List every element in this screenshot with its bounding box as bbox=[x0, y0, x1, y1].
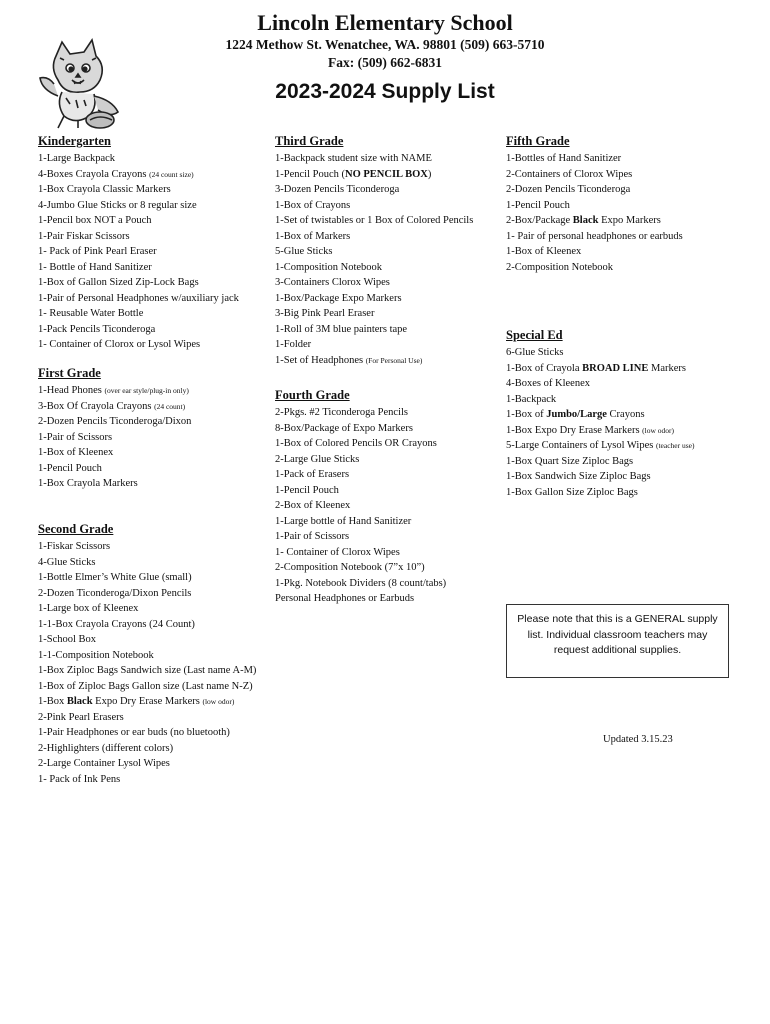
supply-item bbox=[275, 498, 446, 514]
supply-item-text: 1- Container of Clorox or Lysol Wipes bbox=[38, 339, 201, 350]
supply-item-note: (For Personal Use) bbox=[365, 355, 423, 365]
supply-item-text: 2-Dozen Ticonderoga/Dixon Pencils bbox=[38, 587, 192, 599]
supply-item-text: 1-Set of Headphones bbox=[275, 354, 366, 366]
supply-item-text: Expo Markers bbox=[598, 215, 661, 226]
supply-item-text: 1-Bottle Elmer’s White Glue (small) bbox=[38, 572, 192, 583]
supply-item-text: 1-Box of Markers bbox=[275, 230, 351, 242]
supply-item-text: 5-Glue Sticks bbox=[275, 246, 333, 257]
supply-item-text: 1-Pack of Erasers bbox=[275, 469, 350, 480]
third-grade-heading: Third Grade bbox=[275, 134, 344, 148]
supply-item-prefix: 1-Box of bbox=[506, 409, 547, 420]
supply-item bbox=[38, 601, 256, 617]
supply-item-text: 2-Containers of Clorox Wipes bbox=[506, 168, 633, 180]
supply-item-text: 1-Box/Package Expo Markers bbox=[275, 292, 402, 304]
supply-item bbox=[506, 151, 683, 167]
supply-item-text: 1-Pair of Personal Headphones w/auxiliary jack bbox=[38, 292, 239, 304]
supply-item-prefix: 2-Box/Package bbox=[506, 215, 573, 226]
supply-item bbox=[38, 291, 239, 307]
supply-item-text: 4-Glue Sticks bbox=[38, 556, 96, 568]
supply-item bbox=[38, 461, 191, 477]
fourth-grade-heading: Fourth Grade bbox=[275, 388, 350, 402]
supply-item bbox=[38, 710, 256, 726]
supply-item-text: 1- Reusable Water Bottle bbox=[38, 308, 144, 319]
updated-date: Updated 3.15.23 bbox=[603, 734, 673, 745]
supply-item bbox=[38, 275, 239, 291]
supply-item bbox=[275, 260, 473, 276]
supply-item bbox=[506, 345, 694, 361]
supply-item bbox=[275, 275, 473, 291]
supply-item-text: Expo Dry Erase Markers bbox=[92, 696, 203, 707]
supply-item-text: Crayons bbox=[606, 409, 645, 420]
supply-item bbox=[506, 392, 694, 408]
fifth-grade-list bbox=[506, 151, 683, 275]
supply-item-emphasis: Jumbo/Large bbox=[546, 409, 607, 420]
fifth-grade-section bbox=[506, 134, 683, 275]
supply-item bbox=[38, 414, 191, 430]
supply-item-text: 1-Pair of Scissors bbox=[275, 531, 350, 542]
supply-item bbox=[38, 167, 239, 183]
supply-item-text: 1-Box of Ziploc Bags Gallon size (Last name N-Z) bbox=[38, 680, 253, 692]
supply-item-text: 1- Pack of Pink Pearl Eraser bbox=[38, 246, 157, 257]
supply-item bbox=[38, 555, 256, 571]
supply-item-text: 1-Pack Pencils Ticonderoga bbox=[38, 323, 156, 335]
supply-item-text: 4-Boxes of Kleenex bbox=[506, 378, 590, 389]
supply-item bbox=[506, 198, 683, 214]
supply-item bbox=[275, 198, 473, 214]
supply-item-text: 1- Pair of personal headphones or earbuds bbox=[506, 230, 683, 242]
kindergarten-list bbox=[38, 151, 239, 353]
supply-item-text: 1-Box Expo Dry Erase Markers bbox=[506, 424, 643, 436]
supply-item-text: 1-Box of Crayons bbox=[275, 199, 351, 211]
supply-item bbox=[506, 182, 683, 198]
supply-item bbox=[275, 405, 446, 421]
supply-item-text: 1-Box Ziploc Bags Sandwich size (Last name A-M) bbox=[38, 665, 257, 676]
supply-item-prefix: 1-Box of Crayola bbox=[506, 362, 583, 374]
supply-item bbox=[38, 445, 191, 461]
supply-item bbox=[506, 229, 683, 245]
supply-item-text: 1- Container of Clorox Wipes bbox=[275, 546, 400, 558]
supply-item bbox=[38, 679, 256, 695]
supply-item bbox=[506, 469, 694, 485]
supply-item-text: Markers bbox=[648, 362, 686, 374]
supply-item bbox=[275, 452, 446, 468]
supply-item-emphasis: NO PENCIL BOX bbox=[345, 168, 428, 180]
third-grade-list bbox=[275, 151, 473, 368]
supply-item-text: 1-Box Crayola Classic Markers bbox=[38, 184, 171, 195]
supply-item bbox=[38, 586, 256, 602]
fifth-grade-heading: Fifth Grade bbox=[506, 134, 570, 148]
supply-item bbox=[38, 772, 256, 788]
supply-item bbox=[506, 167, 683, 183]
supply-item-text: 1-Box of Kleenex bbox=[38, 447, 114, 458]
supply-item bbox=[275, 421, 446, 437]
supply-item bbox=[38, 617, 256, 633]
special-ed-list bbox=[506, 345, 694, 500]
supply-item-text: 2-Dozen Pencils Ticonderoga/Dixon bbox=[38, 416, 192, 427]
supply-item-text: 1-Pencil Pouch bbox=[38, 462, 102, 474]
supply-item-text: 2-Composition Notebook (7”x 10”) bbox=[275, 562, 425, 573]
supply-item-text: 1-Backpack student size with NAME bbox=[275, 153, 432, 164]
supply-item bbox=[38, 322, 239, 338]
supply-item bbox=[38, 725, 256, 741]
supply-item-emphasis: Black bbox=[572, 215, 599, 226]
supply-item bbox=[38, 182, 239, 198]
supply-item-note: (24 count) bbox=[154, 401, 186, 411]
supply-item-text: 1-Box of Colored Pencils OR Crayons bbox=[275, 438, 437, 449]
special-ed-section bbox=[506, 328, 694, 500]
supply-item-text: 1-Pkg. Notebook Dividers (8 count/tabs) bbox=[275, 577, 447, 589]
supply-item-text: 1-Box Gallon Size Ziploc Bags bbox=[506, 486, 638, 498]
supply-item bbox=[506, 423, 694, 439]
kindergarten-section bbox=[38, 134, 239, 353]
first-grade-section bbox=[38, 366, 191, 492]
supply-item bbox=[38, 383, 191, 399]
supply-item-text: 1-Bottles of Hand Sanitizer bbox=[506, 153, 622, 164]
supply-item bbox=[275, 182, 473, 198]
supply-item bbox=[275, 591, 446, 607]
supply-item bbox=[38, 229, 239, 245]
supply-item-text: 1-Pair Fiskar Scissors bbox=[38, 230, 130, 242]
supply-item bbox=[506, 376, 694, 392]
supply-item bbox=[275, 322, 473, 338]
supply-item-text: 1-Large box of Kleenex bbox=[38, 603, 139, 614]
supply-item-text: 1-Fiskar Scissors bbox=[38, 541, 111, 552]
supply-item-note: (low odor) bbox=[642, 425, 675, 435]
supply-item-text: 1-Box of Kleenex bbox=[506, 246, 582, 257]
supply-item bbox=[38, 756, 256, 772]
fourth-grade-list bbox=[275, 405, 446, 607]
supply-item bbox=[38, 632, 256, 648]
supply-item bbox=[275, 483, 446, 499]
supply-item-text: 1-School Box bbox=[38, 634, 97, 645]
supply-item-text: 1-Large Backpack bbox=[38, 153, 116, 164]
supply-item-text: 1-Roll of 3M blue painters tape bbox=[275, 323, 408, 335]
fourth-grade-section bbox=[275, 388, 446, 607]
supply-item-prefix: 1-Box bbox=[38, 696, 67, 707]
supply-item bbox=[38, 399, 191, 415]
supply-item-text: 3-Dozen Pencils Ticonderoga bbox=[275, 184, 400, 195]
second-grade-list bbox=[38, 539, 256, 787]
kindergarten-heading: Kindergarten bbox=[38, 134, 111, 148]
supply-item-text: 1-1-Box Crayola Crayons (24 Count) bbox=[38, 618, 195, 630]
supply-item-text: 1-Large bottle of Hand Sanitizer bbox=[275, 515, 412, 527]
supply-item bbox=[506, 244, 683, 260]
supply-item-text: 3-Big Pink Pearl Eraser bbox=[275, 308, 375, 319]
supply-item bbox=[38, 570, 256, 586]
supply-item bbox=[38, 198, 239, 214]
supply-item bbox=[275, 514, 446, 530]
supply-item bbox=[275, 337, 473, 353]
supply-item-text: 4-Jumbo Glue Sticks or 8 regular size bbox=[38, 199, 197, 211]
supply-item-text: 5-Large Containers of Lysol Wipes bbox=[506, 440, 656, 451]
supply-item-text: 1-Head Phones bbox=[38, 385, 105, 396]
supply-item bbox=[38, 213, 239, 229]
supply-item bbox=[506, 260, 683, 276]
supply-item bbox=[275, 213, 473, 229]
supply-item bbox=[275, 436, 446, 452]
supply-item bbox=[38, 151, 239, 167]
supply-item-text: 2-Large Glue Sticks bbox=[275, 453, 360, 465]
supply-item bbox=[506, 485, 694, 501]
supply-item bbox=[38, 337, 239, 353]
supply-item-text: 1-Box Crayola Markers bbox=[38, 478, 138, 489]
supply-item bbox=[506, 213, 683, 229]
supply-item bbox=[275, 467, 446, 483]
supply-item bbox=[275, 167, 473, 183]
supply-item-text: 1-Folder bbox=[275, 339, 312, 350]
supply-item-note: (low odor) bbox=[202, 697, 235, 706]
supply-item-emphasis: BROAD LINE bbox=[582, 362, 649, 374]
supply-item bbox=[38, 306, 239, 322]
supply-item-text: 2-Composition Notebook bbox=[506, 261, 614, 273]
supply-item-note: (24 count size) bbox=[149, 169, 194, 179]
supply-item-text: 1-Box Quart Size Ziploc Bags bbox=[506, 455, 634, 467]
supply-item-text: 2-Dozen Pencils Ticonderoga bbox=[506, 184, 631, 195]
second-grade-heading: Second Grade bbox=[38, 522, 114, 536]
supply-item-text: 4-Boxes Crayola Crayons bbox=[38, 168, 150, 180]
supply-item bbox=[38, 648, 256, 664]
supply-item-text: 1-Pencil box NOT a Pouch bbox=[38, 215, 152, 226]
supply-item-text: 2-Pkgs. #2 Ticonderoga Pencils bbox=[275, 407, 409, 418]
supply-item-text: 1-Pair of Scissors bbox=[38, 431, 113, 443]
supply-item bbox=[38, 741, 256, 757]
supply-item-text: 1-Box Sandwich Size Ziploc Bags bbox=[506, 471, 651, 482]
supply-item bbox=[275, 229, 473, 245]
supply-item bbox=[38, 694, 256, 710]
supply-item-text: 2-Highlighters (different colors) bbox=[38, 742, 174, 754]
supply-item bbox=[506, 407, 694, 423]
supply-item bbox=[275, 560, 446, 576]
supply-item-prefix: 1-Pencil Pouch ( bbox=[275, 168, 345, 180]
general-supply-note: Please note that this is a GENERAL supply list. Individual classroom teachers may request additional supplies. bbox=[506, 604, 729, 678]
supply-item-text: 1- Pack of Ink Pens bbox=[38, 773, 121, 785]
supply-item bbox=[506, 361, 694, 377]
special-ed-heading: Special Ed bbox=[506, 328, 563, 342]
supply-item-text: 3-Containers Clorox Wipes bbox=[275, 277, 390, 288]
school-fax: Fax: (509) 662-6831 bbox=[328, 55, 442, 70]
supply-item-text: 1-Pencil Pouch bbox=[275, 484, 339, 496]
supply-item bbox=[506, 454, 694, 470]
supply-item-text: 1-Set of twistables or 1 Box of Colored Pencils bbox=[275, 215, 474, 226]
school-name: Lincoln Elementary School bbox=[257, 10, 513, 35]
supply-item-text: Personal Headphones or Earbuds bbox=[275, 593, 415, 604]
supply-item-text: 6-Glue Sticks bbox=[506, 347, 564, 358]
supply-item bbox=[275, 576, 446, 592]
supply-item bbox=[38, 476, 191, 492]
supply-item-text: 1-Composition Notebook bbox=[275, 261, 383, 273]
supply-item-emphasis: Black bbox=[66, 696, 93, 707]
supply-item-text: 1-Backpack bbox=[506, 393, 557, 405]
second-grade-section bbox=[38, 522, 256, 787]
supply-item bbox=[38, 430, 191, 446]
supply-item-text: 1-1-Composition Notebook bbox=[38, 649, 154, 661]
first-grade-list bbox=[38, 383, 191, 492]
supply-item-text: 1-Box of Gallon Sized Zip-Lock Bags bbox=[38, 277, 199, 288]
supply-item bbox=[275, 151, 473, 167]
supply-item bbox=[275, 353, 473, 369]
supply-item-note: (teacher use) bbox=[655, 441, 695, 450]
supply-item bbox=[275, 306, 473, 322]
supply-item-text: 1- Bottle of Hand Sanitizer bbox=[38, 261, 152, 273]
supply-item-text: 1-Pair Headphones or ear buds (no bluetooth) bbox=[38, 727, 230, 738]
supply-item bbox=[275, 291, 473, 307]
supply-item-text: 2-Large Container Lysol Wipes bbox=[38, 758, 170, 769]
supply-item bbox=[275, 244, 473, 260]
supply-item bbox=[38, 663, 256, 679]
school-address: 1224 Methow St. Wenatchee, WA. 98801 (509) 663-5710 bbox=[225, 37, 545, 52]
supply-item bbox=[38, 539, 256, 555]
supply-item-text: 8-Box/Package of Expo Markers bbox=[275, 422, 413, 434]
supply-item-text: 2-Box of Kleenex bbox=[275, 500, 351, 511]
supply-item bbox=[275, 545, 446, 561]
supply-item-text: ) bbox=[427, 168, 432, 180]
supply-item-note: (over ear style/plug-in only) bbox=[104, 386, 189, 395]
supply-item bbox=[38, 260, 239, 276]
supply-item-text: 1-Pencil Pouch bbox=[506, 199, 570, 211]
supply-item bbox=[506, 438, 694, 454]
supply-item bbox=[275, 529, 446, 545]
supply-item bbox=[38, 244, 239, 260]
supply-item-text: 2-Pink Pearl Erasers bbox=[38, 711, 124, 723]
supply-item-text: 3-Box Of Crayola Crayons bbox=[38, 400, 155, 412]
third-grade-section bbox=[275, 134, 473, 368]
page-title: 2023-2024 Supply List bbox=[275, 80, 495, 103]
first-grade-heading: First Grade bbox=[38, 366, 101, 380]
